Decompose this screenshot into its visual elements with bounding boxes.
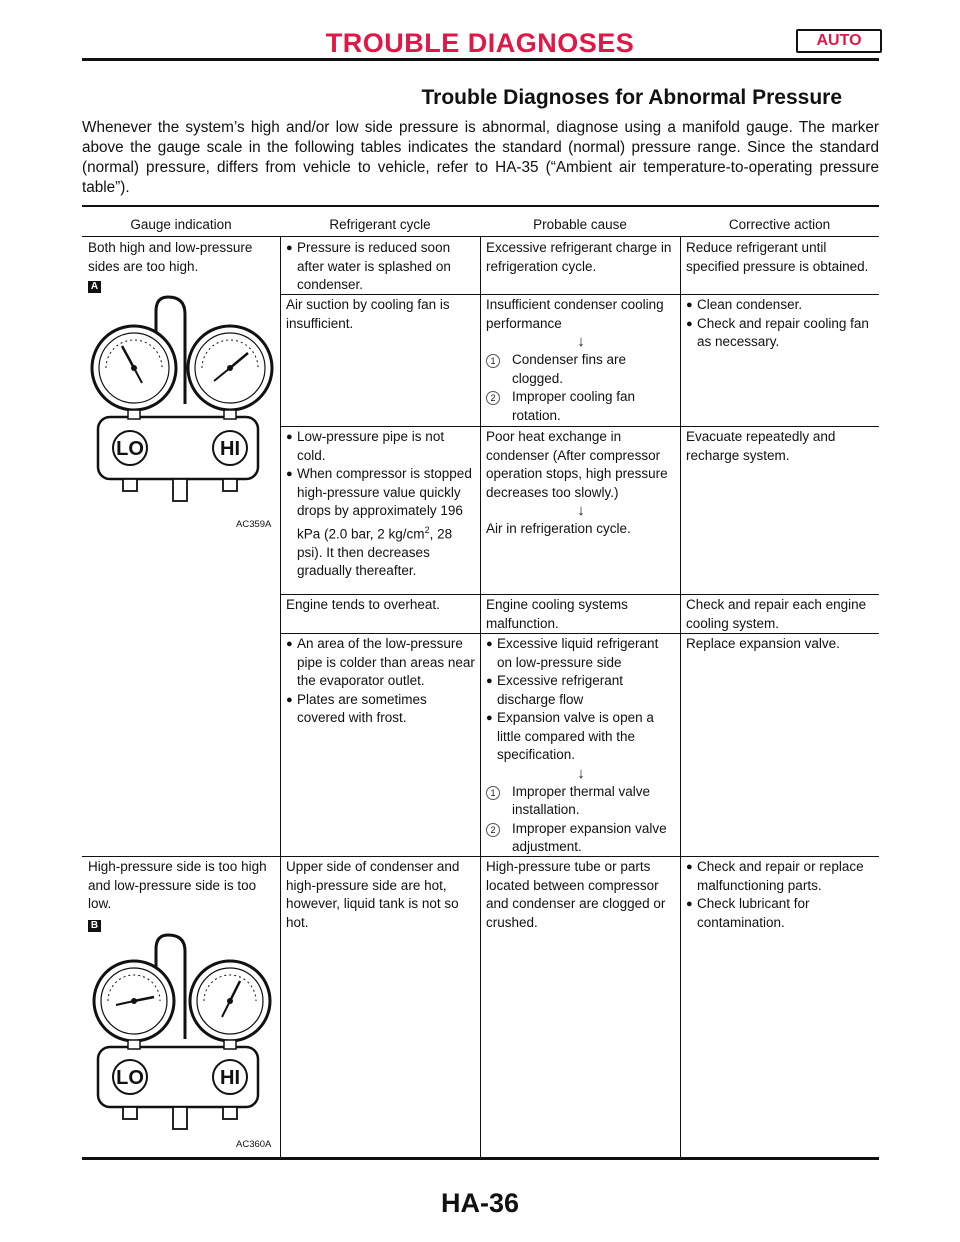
column-header-gauge: Gauge indication [130, 217, 232, 232]
letter-a-icon: A [88, 281, 101, 293]
gauge-indication-text: Both high and low-pressure sides are too high. [88, 240, 253, 274]
row-divider [280, 633, 879, 634]
corrective-action-cell: ● Clean condenser. ● Check and repair cooling fan as necessary. [686, 297, 869, 349]
letter-b-icon: B [88, 920, 101, 932]
probable-cause-cell: Engine cooling systems malfunction. [486, 597, 628, 631]
manifold-gauge-figure [82, 289, 280, 534]
corrective-action-cell: Reduce refrigerant until specified pressure is obtained. [686, 240, 869, 274]
header-rule [82, 58, 879, 61]
row-divider [280, 426, 879, 427]
refrigerant-cycle-cell: ● Pressure is reduced soon after water is splashed on condenser. [286, 240, 451, 292]
manifold-gauge-figure [82, 929, 280, 1154]
figure-code: AC359A [236, 519, 272, 530]
corrective-action-cell: Evacuate repeatedly and recharge system. [686, 429, 836, 463]
figure-code: AC360A [236, 1139, 272, 1150]
corrective-action-cell: Check and repair each engine cooling system. [686, 597, 867, 631]
gauge-lo-label: LO [116, 438, 144, 460]
gauge-hi-label: HI [220, 1067, 240, 1089]
gauge-lo-label: LO [116, 1067, 144, 1089]
intro-paragraph: Whenever the system’s high and/or low side pressure is abnormal, diagnose using a manifold gauge. The marker above the gauge scale in the following tables indicates the standard (normal) pressure range. Since the standard (normal) pressure, differs from vehicle to vehicle, refer to HA-35 (“Ambient air temperature-to-operating pressure table”). [82, 119, 879, 196]
refrigerant-cycle-cell: ● An area of the low-pressure pipe is colder than areas near the evaporator outlet. ● Plates are sometimes covered with frost. [286, 636, 475, 725]
probable-cause-cell: Poor heat exchange in condenser (After compressor operation stops, high pressure decreases too slowly.) ↓ Air in refrigeration cycle. [486, 428, 676, 539]
manifold-gauge-icon [82, 929, 280, 1154]
gauge-hi-label: HI [220, 438, 240, 460]
probable-cause-cell: ● Excessive liquid refrigerant on low-pressure side ● Excessive refrigerant discharge flow ● Expansion valve is open a little compared with the specification. ↓ 1 Improper thermal valve installation. 2 Improper expansion valve adjustment. [486, 635, 676, 857]
refrigerant-cycle-cell: Upper side of condenser and high-pressure side are hot, however, liquid tank is not so hot. [286, 859, 460, 930]
refrigerant-cycle-cell: Engine tends to overheat. [286, 597, 440, 612]
arrow-down-icon: ↓ [577, 333, 585, 350]
diagnosis-table [82, 205, 879, 1160]
arrow-down-icon: ↓ [577, 502, 585, 519]
corrective-action-cell: Replace expansion valve. [686, 636, 840, 651]
page-number: HA-36 [440, 1188, 520, 1218]
column-divider [680, 236, 681, 1157]
column-divider [280, 236, 281, 1157]
arrow-down-icon: ↓ [577, 764, 585, 782]
group-divider [82, 856, 879, 857]
column-divider [480, 236, 481, 1157]
refrigerant-cycle-cell: ● Low-pressure pipe is not cold. ● When compressor is stopped high-pressure value quickly drops by approximately 196 kPa (2.0 bar, 2 $kg/cm^2$, 28 psi). It then decreases gradually thereafter. [286, 429, 472, 578]
section-title: Trouble Diagnoses for Abnormal Pressure [421, 86, 842, 109]
corrective-action-cell: ● Check and repair or replace malfunctioning parts. ● Check lubricant for contamination. [686, 859, 864, 930]
row-divider [280, 594, 879, 595]
probable-cause-cell: Insufficient condenser cooling performance ↓ 1 Condenser fins are clogged. 2 Improper cooling fan rotation. [486, 296, 676, 425]
header-badge: AUTO [796, 29, 882, 53]
gauge-indication-text: High-pressure side is too high and low-pressure side is too low. [88, 859, 267, 911]
page-header-title: TROUBLE DIAGNOSES [325, 28, 635, 58]
column-header-cause: Probable cause [533, 217, 627, 232]
probable-cause-cell: Excessive refrigerant charge in refrigeration cycle. [486, 240, 672, 274]
refrigerant-cycle-cell: Air suction by cooling fan is insufficient. [286, 297, 450, 331]
column-header-cycle: Refrigerant cycle [329, 217, 431, 232]
column-header-action: Corrective action [728, 217, 831, 232]
probable-cause-cell: High-pressure tube or parts located between compressor and condenser are clogged or crushed. [486, 859, 666, 930]
manifold-gauge-icon [82, 289, 280, 534]
